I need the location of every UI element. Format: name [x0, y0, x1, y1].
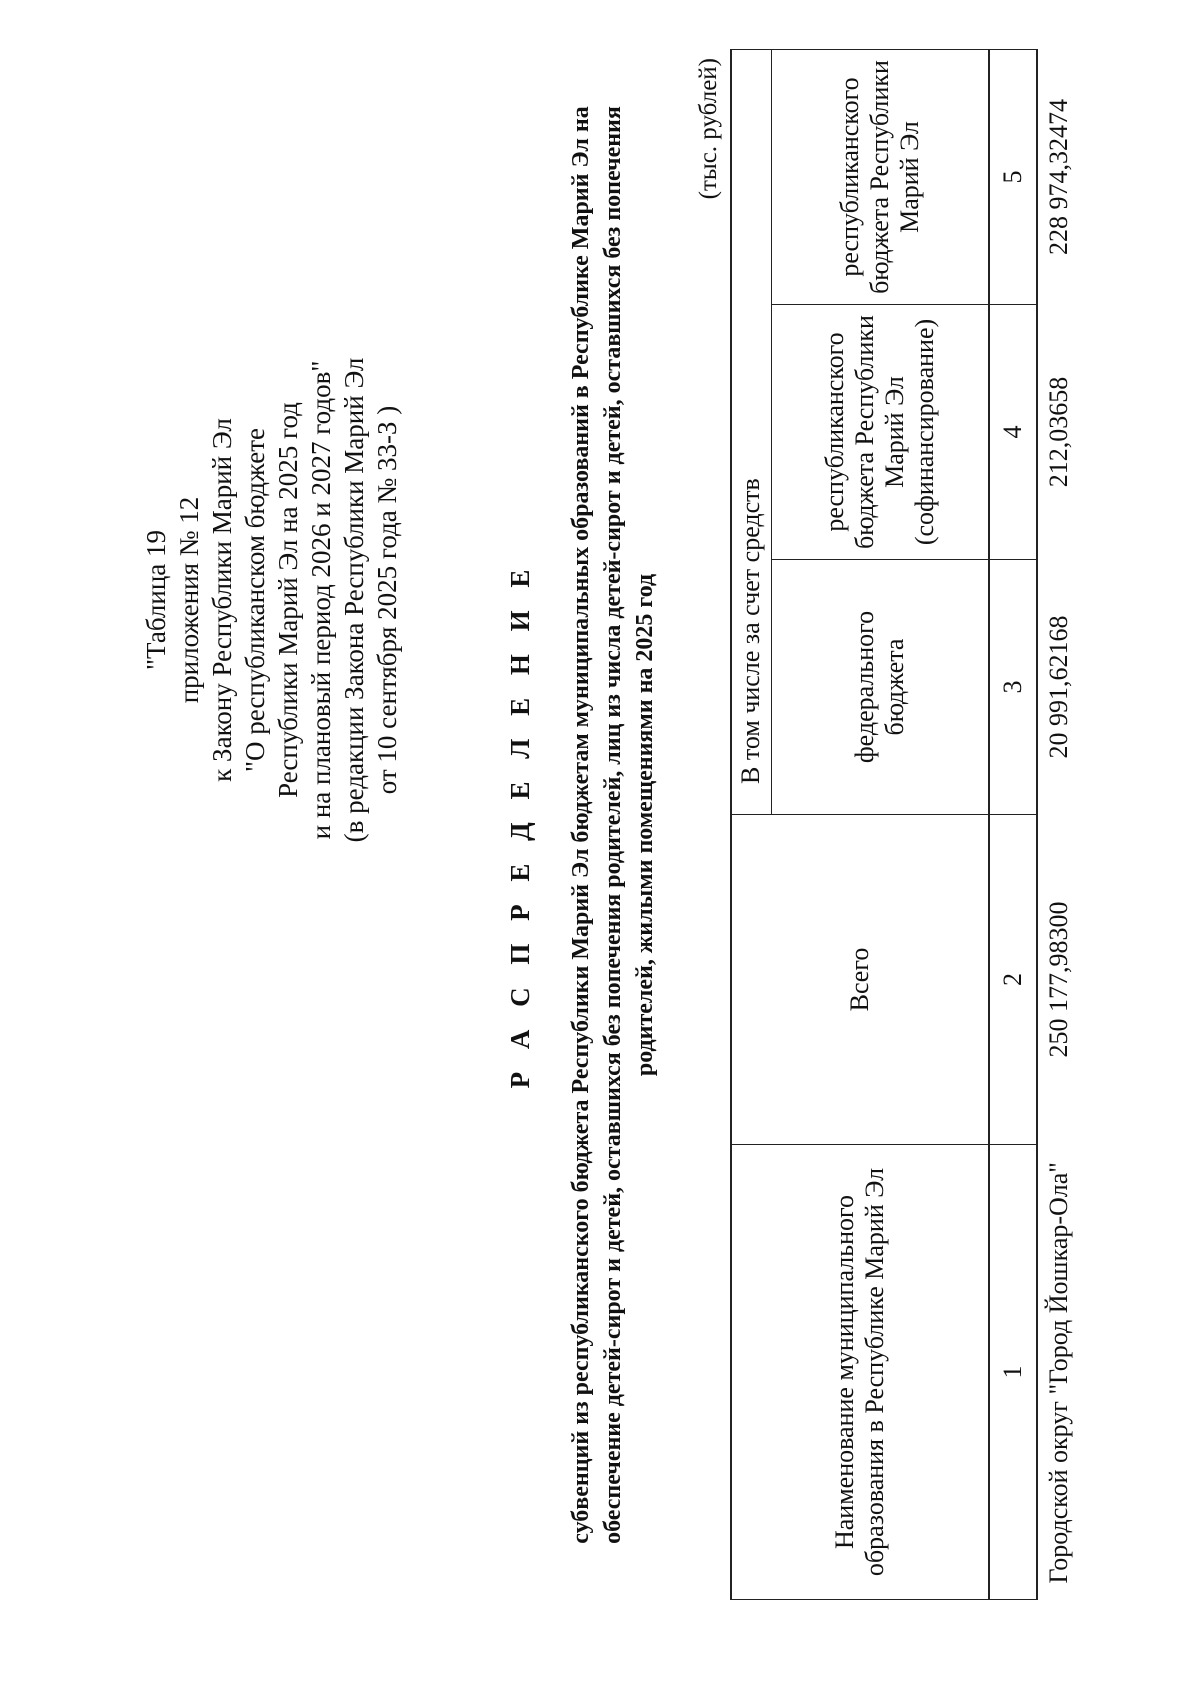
header-line: и на плановый период 2026 и 2027 годов"	[306, 360, 336, 840]
distribution-table	[730, 49, 1076, 1600]
units-label: (тыс. рублей)	[695, 58, 722, 200]
col-header-republic-cofin: республиканского бюджета Республики Марий Эл (софинансирование)	[771, 305, 989, 560]
row-total: 250 177,98300	[1044, 901, 1073, 1058]
row-name: Городской округ "Город Йошкар-Ола"	[1044, 1162, 1073, 1584]
header-line: к Закону Республики Марий Эл	[207, 418, 237, 782]
column-number: 3	[989, 560, 1037, 815]
row-federal: 20 991,62168	[1044, 615, 1073, 759]
header-line: от 10 сентября 2025 года № 33-З )	[372, 405, 402, 795]
header-line: "Таблица 19	[141, 530, 171, 670]
document-heading: Р А С П Р Е Д Е Л Е Н И Е	[505, 561, 535, 1089]
table-row	[1037, 49, 1076, 1599]
header-line: Республики Марий Эл на 2025 год	[273, 402, 303, 798]
appendix-header	[140, 320, 404, 880]
document-description: субвенций из республиканского бюджета Республики Марий Эл бюджетам муниципальных образований в Республике Марий Эл на обеспечение детей-сирот и детей, оставшихся без попечения родителей, лиц из числа детей-сирот и детей, оставшихся без попечения родителей, жилыми помещениями на 2025 год	[568, 106, 658, 1544]
header-line: (в редакции Закона Республики Марий Эл	[339, 357, 369, 843]
column-number: 2	[989, 815, 1037, 1145]
column-number: 1	[989, 1145, 1037, 1600]
col-header-republic: республиканского бюджета Республики Марий Эл	[771, 49, 989, 304]
column-number: 4	[989, 305, 1037, 560]
col-header-total: Всего	[731, 815, 989, 1145]
row-republic: 228 974,32474	[1044, 98, 1073, 255]
col-header-federal: федерального бюджета	[771, 560, 989, 815]
col-header-name: Наименование муниципального образования в Республике Марий Эл	[731, 1145, 989, 1600]
header-line: приложения № 12	[174, 496, 204, 704]
rotated-page	[140, 50, 1160, 1600]
row-republic-cofin: 212,03658	[1044, 376, 1073, 488]
col-header-group: В том числе за счет средств	[731, 49, 771, 814]
column-number: 5	[989, 49, 1037, 304]
header-line: "О республиканском бюджете	[240, 427, 270, 773]
